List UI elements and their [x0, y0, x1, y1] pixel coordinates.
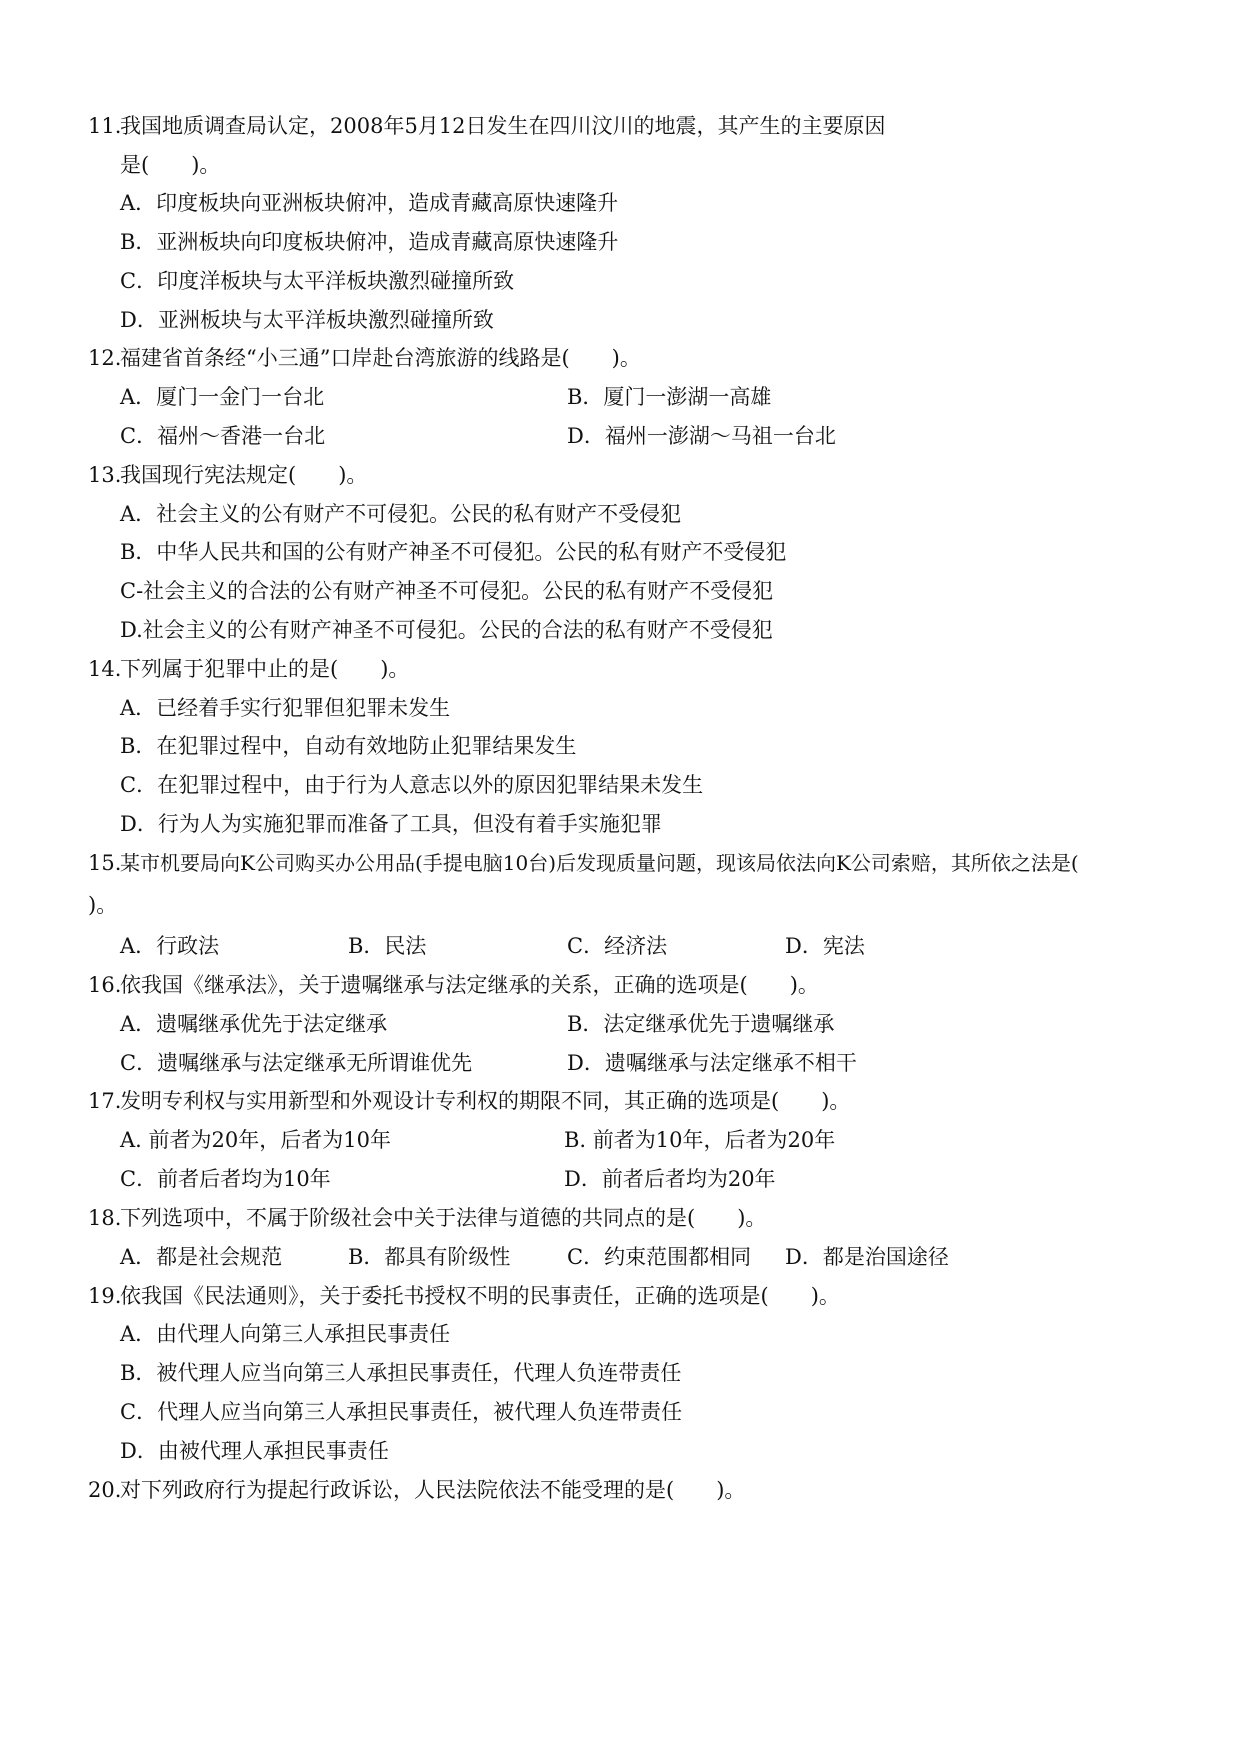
option-c: C．前者后者均为10年	[120, 1167, 331, 1191]
option-c: C．在犯罪过程中，由于行为人意志以外的原因犯罪结果未发生	[120, 773, 704, 797]
option-a: A. 前者为20年，后者为10年	[120, 1128, 391, 1152]
option-c: C．经济法	[567, 934, 668, 958]
question-stem: 我国地质调查局认定，2008年5月12日发生在四川汶川的地震，其产生的主要原因	[120, 114, 886, 138]
option-d: D．由被代理人承担民事责任	[120, 1439, 389, 1463]
option-b: B．被代理人应当向第三人承担民事责任，代理人负连带责任	[120, 1361, 682, 1385]
question-stem: 依我国《民法通则》，关于委托书授权不明的民事责任，正确的选项是( )。	[120, 1284, 840, 1308]
option-a: A．遗嘱继承优先于法定继承	[120, 1012, 388, 1036]
option-b: B．亚洲板块向印度板块俯冲，造成青藏高原快速隆升	[120, 230, 619, 254]
option-a: A．印度板块向亚洲板块俯冲，造成青藏高原快速隆升	[120, 191, 619, 215]
question-number: 17.	[88, 1089, 122, 1113]
question-stem-continued: 是( )。	[120, 153, 221, 177]
option-d: D．行为人为实施犯罪而准备了工具，但没有着手实施犯罪	[120, 812, 662, 836]
option-c: C．代理人应当向第三人承担民事责任，被代理人负连带责任	[120, 1400, 683, 1424]
option-b: B．都具有阶级性	[348, 1245, 511, 1269]
option-d: D.社会主义的公有财产神圣不可侵犯。公民的合法的私有财产不受侵犯	[120, 618, 773, 642]
question-number: 11.	[88, 114, 122, 138]
option-b: B．厦门一澎湖一高雄	[567, 385, 772, 409]
option-b: B．民法	[348, 934, 427, 958]
option-d: D．宪法	[785, 934, 865, 958]
question-number: 15.	[88, 851, 122, 875]
question-stem: 发明专利权与实用新型和外观设计专利权的期限不同，其正确的选项是( )。	[120, 1089, 851, 1113]
question-stem: 对下列政府行为提起行政诉讼，人民法院依法不能受理的是( )。	[120, 1478, 746, 1502]
question-number: 19.	[88, 1284, 122, 1308]
question-number: 14.	[88, 657, 122, 681]
question-number: 16.	[88, 973, 122, 997]
option-c: C．遗嘱继承与法定继承无所谓谁优先	[120, 1051, 473, 1075]
option-c: C．福州～香港一台北	[120, 424, 326, 448]
question-stem: 依我国《继承法》，关于遗嘱继承与法定继承的关系，正确的选项是( )。	[120, 973, 819, 997]
question-number: 12.	[88, 346, 122, 370]
question-stem-continued: )。	[88, 893, 118, 917]
option-d: D．福州一澎湖～马祖一台北	[567, 424, 836, 448]
option-c: C-社会主义的合法的公有财产神圣不可侵犯。公民的私有财产不受侵犯	[120, 579, 774, 603]
option-a: A．社会主义的公有财产不可侵犯。公民的私有财产不受侵犯	[120, 502, 682, 526]
question-number: 13.	[88, 463, 122, 487]
option-c: C．约束范围都相同	[567, 1245, 752, 1269]
question-stem: 某市机要局向K公司购买办公用品(手提电脑10台)后发现质量问题，现该局依法向K公司索赔，其所依之法是(	[120, 851, 1079, 875]
option-a: A．已经着手实行犯罪但犯罪未发生	[120, 696, 451, 720]
option-a: A．由代理人向第三人承担民事责任	[120, 1322, 451, 1346]
option-d: D．前者后者均为20年	[564, 1167, 776, 1191]
question-stem: 福建省首条经“小三通”口岸赴台湾旅游的线路是( )。	[120, 346, 641, 370]
option-d: D．遗嘱继承与法定继承不相干	[567, 1051, 857, 1075]
option-a: A．厦门一金门一台北	[120, 385, 325, 409]
question-number: 20.	[88, 1478, 122, 1502]
option-d: D．都是治国途径	[785, 1245, 949, 1269]
question-stem: 我国现行宪法规定( )。	[120, 463, 368, 487]
question-stem: 下列属于犯罪中止的是( )。	[120, 657, 410, 681]
option-a: A．行政法	[120, 934, 220, 958]
question-number: 18.	[88, 1206, 122, 1230]
option-b: B．在犯罪过程中，自动有效地防止犯罪结果发生	[120, 734, 577, 758]
question-stem: 下列选项中，不属于阶级社会中关于法律与道德的共同点的是( )。	[120, 1206, 767, 1230]
option-b: B. 前者为10年，后者为20年	[564, 1128, 836, 1152]
option-d: D．亚洲板块与太平洋板块激烈碰撞所致	[120, 308, 494, 332]
option-b: B．中华人民共和国的公有财产神圣不可侵犯。公民的私有财产不受侵犯	[120, 540, 787, 564]
option-c: C．印度洋板块与太平洋板块激烈碰撞所致	[120, 269, 515, 293]
option-a: A．都是社会规范	[120, 1245, 283, 1269]
option-b: B．法定继承优先于遗嘱继承	[567, 1012, 835, 1036]
